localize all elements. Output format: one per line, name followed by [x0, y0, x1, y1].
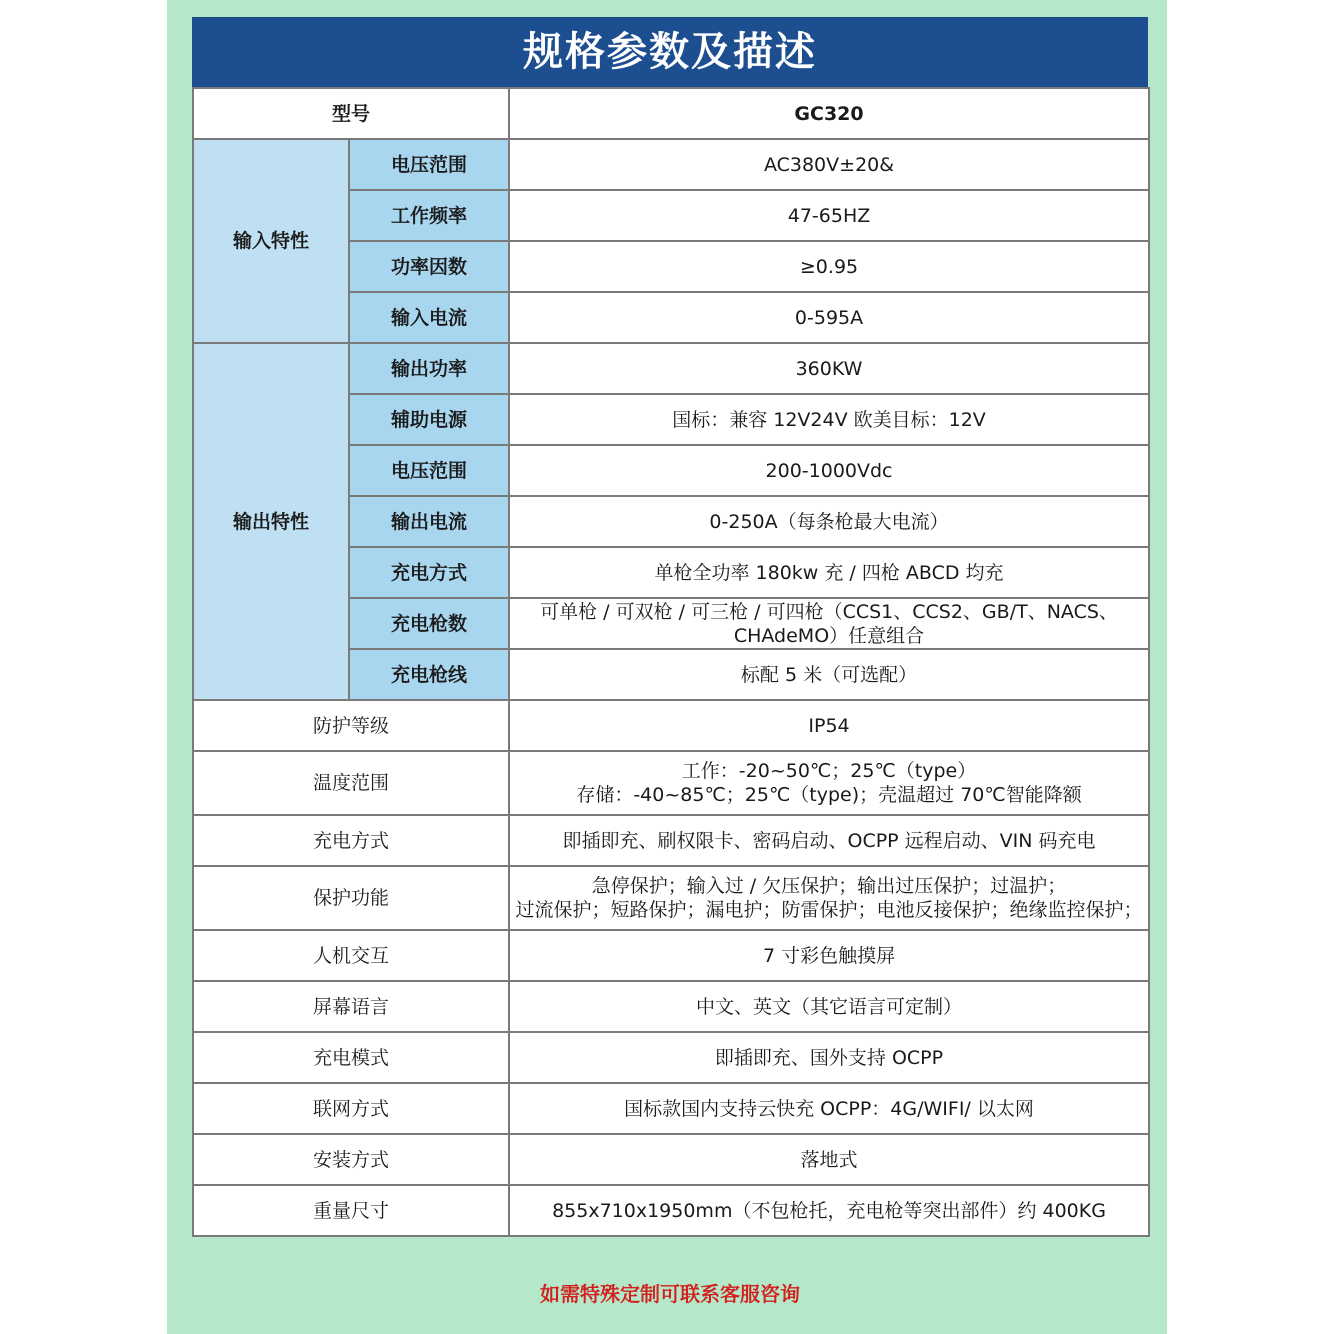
param-label: 电压范围	[349, 445, 509, 496]
param-value: 标配 5 米（可选配）	[509, 649, 1149, 700]
param-label: 工作频率	[349, 190, 509, 241]
param-value: AC380V±20&	[509, 139, 1149, 190]
param-value-line: 过流保护；短路保护；漏电护；防雷保护；电池反接保护；绝缘监控保护；	[515, 899, 1143, 921]
table-row	[193, 751, 1149, 815]
input-group-label: 输入特性	[193, 139, 349, 343]
page-title: 规格参数及描述	[192, 17, 1148, 87]
param-label: 温度范围	[193, 751, 509, 815]
param-value-line: 急停保护；输入过 / 欠压保护；输出过压保护；过温护；	[591, 875, 1067, 897]
table-row	[193, 700, 1149, 751]
param-label: 人机交互	[193, 930, 509, 981]
table-row	[193, 1083, 1149, 1134]
table-row	[193, 930, 1149, 981]
table-row	[193, 139, 1149, 190]
param-value: 落地式	[509, 1134, 1149, 1185]
table-row	[193, 815, 1149, 866]
table-row	[193, 88, 1149, 139]
model-label: 型号	[193, 88, 509, 139]
param-value: 360KW	[509, 343, 1149, 394]
param-value: 国标款国内支持云快充 OCPP：4G/WIFI/ 以太网	[509, 1083, 1149, 1134]
table-row	[193, 1185, 1149, 1236]
param-label: 充电模式	[193, 1032, 509, 1083]
table-row	[193, 1032, 1149, 1083]
customization-contact-note: 如需特殊定制可联系客服咨询	[540, 1282, 800, 1306]
table-row	[193, 866, 1149, 930]
param-label: 辅助电源	[349, 394, 509, 445]
param-value: 即插即充、刷权限卡、密码启动、OCPP 远程启动、VIN 码充电	[509, 815, 1149, 866]
param-value: 855x710x1950mm（不包枪托，充电枪等突出部件）约 400KG	[509, 1185, 1149, 1236]
param-label: 输出电流	[349, 496, 509, 547]
param-label: 输入电流	[349, 292, 509, 343]
param-label: 充电方式	[193, 815, 509, 866]
param-label: 充电枪数	[349, 598, 509, 649]
param-value-line: CHAdeMO）任意组合	[733, 624, 925, 647]
param-value: IP54	[509, 700, 1149, 751]
param-label: 输出功率	[349, 343, 509, 394]
param-value: 中文、英文（其它语言可定制）	[509, 981, 1149, 1032]
table-row	[193, 1134, 1149, 1185]
param-label: 电压范围	[349, 139, 509, 190]
param-label: 保护功能	[193, 866, 509, 930]
param-label: 充电枪线	[349, 649, 509, 700]
param-label: 安装方式	[193, 1134, 509, 1185]
param-value: 0-595A	[509, 292, 1149, 343]
param-value: 单枪全功率 180kw 充 / 四枪 ABCD 均充	[509, 547, 1149, 598]
param-label: 防护等级	[193, 700, 509, 751]
param-value-line: 可单枪 / 可双枪 / 可三枪 / 可四枪（CCS1、CCS2、GB/T、NACS、	[540, 600, 1118, 623]
param-value: ≥0.95	[509, 241, 1149, 292]
param-value: 200-1000Vdc	[509, 445, 1149, 496]
param-value	[509, 751, 1149, 815]
param-value-line: 工作：-20~50℃；25℃（type）	[681, 760, 977, 782]
param-value: 47-65HZ	[509, 190, 1149, 241]
param-value: 即插即充、国外支持 OCPP	[509, 1032, 1149, 1083]
param-value	[509, 598, 1149, 649]
model-value: GC320	[509, 88, 1149, 139]
param-label: 重量尺寸	[193, 1185, 509, 1236]
param-value-line: 存储：-40~85℃；25℃（type)；壳温超过 70℃智能降额	[576, 784, 1082, 806]
param-value: 0-250A（每条枪最大电流）	[509, 496, 1149, 547]
param-label: 充电方式	[349, 547, 509, 598]
param-value: 国标：兼容 12V24V 欧美目标：12V	[509, 394, 1149, 445]
param-label: 屏幕语言	[193, 981, 509, 1032]
table-row	[193, 343, 1149, 394]
output-group-label: 输出特性	[193, 343, 349, 700]
param-label: 联网方式	[193, 1083, 509, 1134]
spec-table	[192, 87, 1150, 1237]
param-value: 7 寸彩色触摸屏	[509, 930, 1149, 981]
param-label: 功率因数	[349, 241, 509, 292]
table-row	[193, 981, 1149, 1032]
param-value	[509, 866, 1149, 930]
